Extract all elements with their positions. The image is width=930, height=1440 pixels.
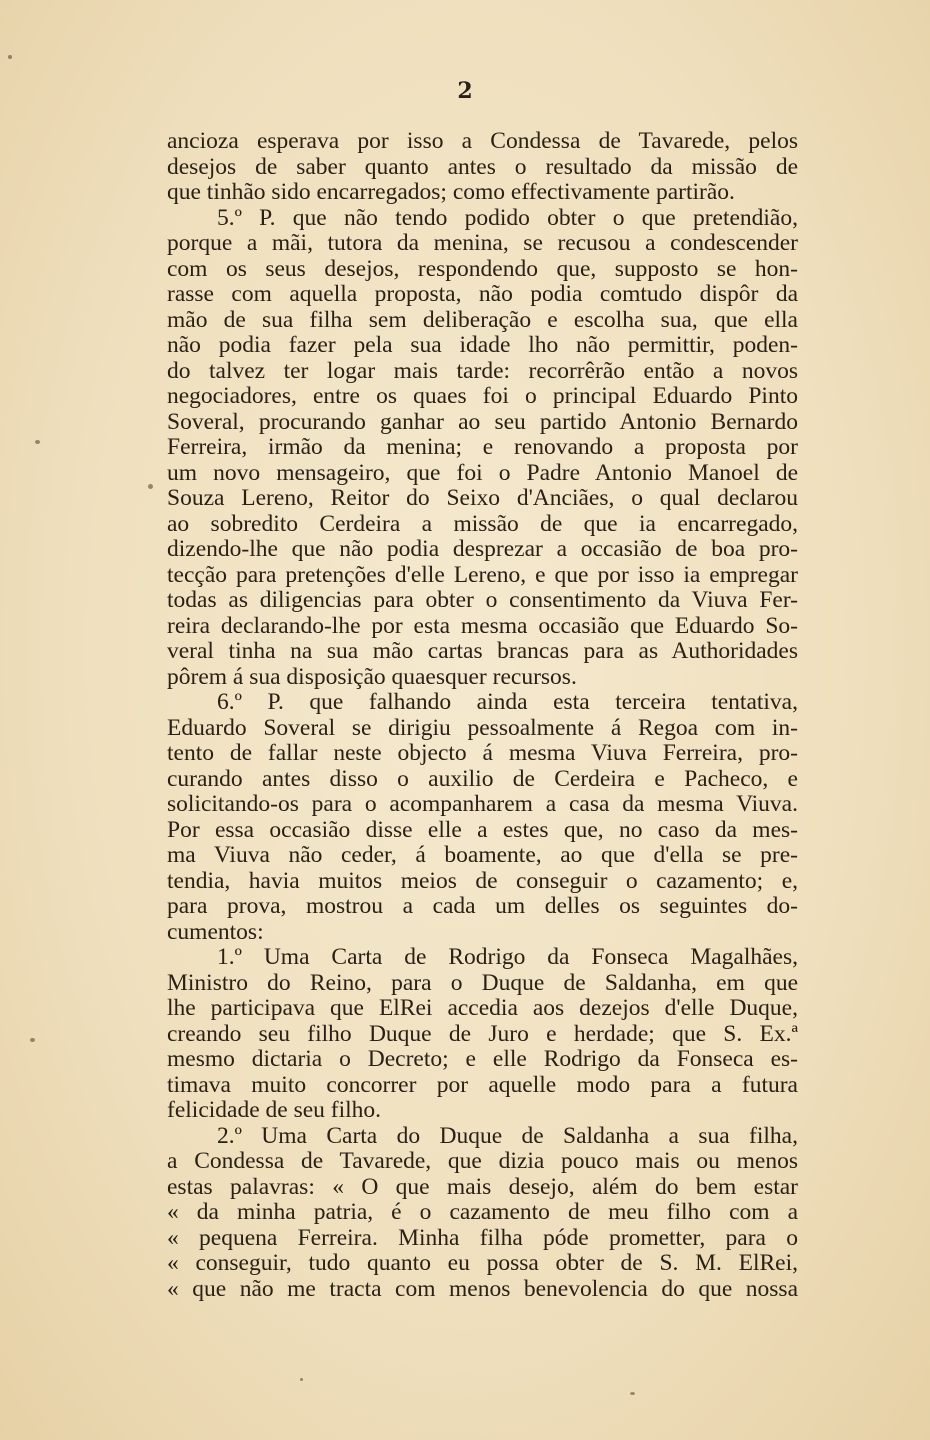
page-number: 2 [457,78,473,104]
text-line: estas palavras: « O que mais desejo, além do bem estar [167,1174,798,1200]
text-line: 1.º Uma Carta de Rodrigo da Fonseca Magalhães, [217,945,798,970]
ink-spot [8,55,12,59]
text-line: ancioza esperava por isso a Condessa de Tavarede, pelos [167,129,798,154]
text-line: lhe participava que ElRei accedia aos dezejos d'elle Duque, [167,996,798,1021]
text-line: porque a mãi, tutora da menina, se recusou a condescender [167,231,798,256]
text-line: que tinhão sido encarregados; como effectivamente partirão. [167,180,735,205]
ink-spot [35,440,40,444]
text-line: « conseguir, tudo quanto eu possa obter de S. M. ElRei, [167,1251,798,1276]
text-line: Souza Lereno, Reitor do Seixo d'Anciães, o qual declarou [167,486,798,511]
text-line: « que não me tracta com menos benevolencia do que nossa [167,1276,798,1302]
text-line: todas as diligencias para obter o consentimento da Viuva Fer- [167,588,798,613]
text-line: felicidade de seu filho. [167,1098,382,1123]
text-line: veral tinha na sua mão cartas brancas para as Authoridades [167,639,798,664]
text-line: reira declarando-lhe por esta mesma occasião que Eduardo So- [167,613,798,639]
text-line: para prova, mostrou a cada um delles os seguintes do- [167,894,798,919]
text-line: « pequena Ferreira. Minha filha póde prometter, para o [167,1225,798,1251]
text-line: desejos de saber quanto antes o resultado da missão de [167,154,798,180]
text-line: ao sobredito Cerdeira a missão de que ia encarregado, [167,511,798,537]
text-line: Ministro do Reino, para o Duque de Saldanha, em que [167,970,798,996]
text-line: ma Viuva não ceder, á boamente, ao que d'ella se pre- [167,843,798,868]
text-line: creando seu filho Duque de Juro e herdade; que S. Ex.ª [167,1021,798,1047]
ink-spot [30,1038,35,1042]
text-line: negociadores, entre os quaes foi o principal Eduardo Pinto [167,384,798,409]
text-line: mão de sua filha sem deliberação e escolha sua, que ella [167,307,798,333]
text-line: tento de fallar neste objecto á mesma Viuva Ferreira, pro- [167,741,798,766]
text-line: 5.º P. que não tendo podido obter o que pretendião, [217,205,798,231]
text-line: Ferreira, irmão da menina; e renovando a proposta por [167,435,798,460]
text-line: a Condessa de Tavarede, que dizia pouco mais ou menos [167,1149,798,1174]
text-line: não podia fazer pela sua idade lho não permittir, poden- [167,333,798,358]
text-line: 2.º Uma Carta do Duque de Saldanha a sua filha, [217,1123,798,1149]
ink-spot [300,1378,303,1381]
text-line: Soveral, procurando ganhar ao seu partido Antonio Bernardo [167,409,798,435]
text-line: tendia, havia muitos meios de conseguir o cazamento; e, [167,868,798,894]
text-line: solicitando-os para o acompanharem a casa da mesma Viuva. [167,792,798,817]
text-line: mesmo dictaria o Decreto; e elle Rodrigo da Fonseca es- [167,1047,798,1072]
text-line: « da minha patria, é o cazamento de meu filho com a [167,1200,798,1225]
text-line: curando antes disso o auxilio de Cerdeira e Pacheco, e [167,766,798,792]
text-line: 6.º P. que falhando ainda esta terceira tentativa, [217,690,798,715]
text-line: com os seus desejos, respondendo que, supposto se hon- [167,256,798,282]
text-line: do talvez ter logar mais tarde: recorrêrão então a novos [167,358,798,384]
text-line: timava muito concorrer por aquelle modo para a futura [167,1072,798,1098]
text-line: Por essa occasião disse elle a estes que, no caso da mes- [167,817,798,843]
text-line: tecção para pretenções d'elle Lereno, e que por isso ia empregar [167,562,798,588]
ink-spot [630,1392,635,1395]
text-line: dizendo-lhe que não podia desprezar a occasião de boa pro- [167,537,798,562]
text-line: cumentos: [167,919,264,945]
text-line: pôrem á sua disposição quaesquer recursos. [167,664,577,690]
text-line: Eduardo Soveral se dirigiu pessoalmente á Regoa com in- [167,715,798,741]
text-line: um novo mensageiro, que foi o Padre Antonio Manoel de [167,460,798,486]
text-line: rasse com aquella proposta, não podia comtudo dispôr da [167,282,798,307]
ink-spot [148,484,153,489]
body-text [167,129,798,1302]
